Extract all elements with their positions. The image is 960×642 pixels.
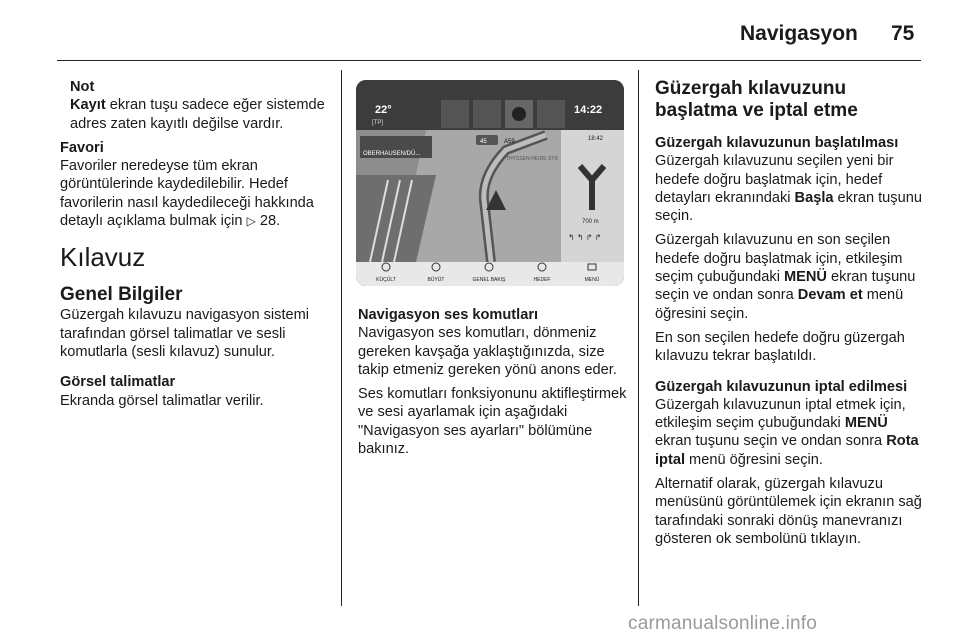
subsection-title: Genel Bilgiler [60, 284, 183, 306]
note-label: Not [70, 79, 95, 95]
temperature-text: 22° [375, 104, 392, 116]
general-text: Güzergah kılavuzu navigasyon sistemi tarafından görsel talimatlar ve sesli komutlarla (sesli kılavuz) sunulur. [60, 307, 310, 360]
svg-text:HEDEF: HEDEF [533, 277, 551, 283]
page-reference-icon: ▷ [246, 214, 256, 229]
alternative-text: Alternatif olarak, güzergah kılavuzu menüsünü görüntülemek için ekranın sağ tarafındaki sonraki dönüş manevranızı gösteren ok sembolünü tıklayın. [655, 476, 922, 547]
tp-text: [TP] [372, 120, 384, 126]
column-divider-left [341, 70, 342, 606]
eta-text: 18:42 [588, 136, 604, 142]
page-header-title: Navigasyon [740, 22, 858, 45]
tab-audio[interactable] [441, 100, 469, 128]
watermark-text: carmanualsonline.info [628, 613, 818, 634]
right-title: Güzergah kılavuzunu başlatma ve iptal etme [655, 78, 858, 121]
last-result-text: En son seçilen hedefe doğru güzergah kılavuzu tekrar başlatıldı. [655, 329, 905, 365]
header-rule [57, 60, 921, 61]
note-bold: Kayıt [70, 97, 106, 114]
voice-text: Navigasyon ses komutları, dönmeniz gereken kavşağa yaklaştığınızda, size takip etmeniz gereken yönü anons eder. [358, 325, 617, 378]
cancel-text: Güzergah kılavuzunun iptal etmek için, etkileşim seçim çubuğundaki MENÜ ekran tuşunu seçin ve ondan sonra Rota iptal menü öğresini seçin. [655, 396, 919, 468]
cancel-title: Güzergah kılavuzunun iptal edilmesi [655, 378, 908, 395]
svg-text:MENÜ: MENÜ [584, 277, 600, 283]
voice-text-2: Ses komutları fonksiyonunu aktifleştirmek ve sesi ayarlamak için aşağıdaki "Navigasyon ses ayarları" bölümüne bakınız. [358, 386, 627, 458]
distance-text: 700 m [582, 219, 599, 225]
lane-arrows-icon: ↰ ↰ ↱ ↱ [568, 233, 602, 242]
left-column [60, 78, 332, 410]
start-text: Güzergah kılavuzunu seçilen yeni bir hedefe doğru başlatmak için, hedef detayları ekranındaki Başla ekran tuşunu seçin. [655, 153, 922, 225]
svg-text:GENEL BAKIŞ: GENEL BAKIŞ [472, 277, 506, 283]
road-badge-text: 45 [480, 139, 487, 145]
note-box [60, 78, 332, 133]
visual-title: Görsel talimatlar [60, 374, 176, 391]
section-title: Kılavuz [60, 242, 146, 273]
tab-phone[interactable] [473, 100, 501, 128]
navigation-screen-image [356, 80, 624, 286]
right-column [655, 78, 923, 548]
clock-text: 14:22 [574, 104, 603, 116]
location-text: OBERHAUSEN/DÜ... [363, 151, 421, 157]
visual-text: Ekranda görsel talimatlar verilir. [60, 392, 264, 409]
svg-text:KÜÇÜLT: KÜÇÜLT [376, 277, 396, 283]
favori-title: Favori [60, 139, 104, 156]
navigation-icon [512, 107, 526, 121]
column-divider-right [638, 70, 639, 606]
last-destination-text: Güzergah kılavuzunu en son seçilen hedefe doğru başlatmak için, etkileşim seçim çubuğundaki MENÜ ekran tuşunu seçin ve ondan sonra Devam et menü öğresini seçin. [655, 232, 916, 322]
note-text: Kayıt ekran tuşu sadece eğer sistemde adres zaten kayıtlı değilse vardır. [70, 97, 325, 132]
street-label-text: THYSSEN-HEIDE STR [506, 156, 558, 162]
road-name-text: A59 [504, 139, 515, 145]
tab-apps[interactable] [537, 100, 565, 128]
middle-column [358, 306, 630, 458]
voice-title: Navigasyon ses komutları [358, 307, 539, 323]
favori-text: Favoriler neredeyse tüm ekran görüntülerinde kaydedilebilir. Hedef favorilerin nasıl kaydedileceği hakkında detaylı açıklama bulmak için ▷ 28. [60, 158, 314, 230]
page-number: 75 [891, 22, 915, 45]
svg-text:BÜYÜT: BÜYÜT [427, 277, 445, 283]
start-title: Güzergah kılavuzunun başlatılması [655, 135, 899, 151]
